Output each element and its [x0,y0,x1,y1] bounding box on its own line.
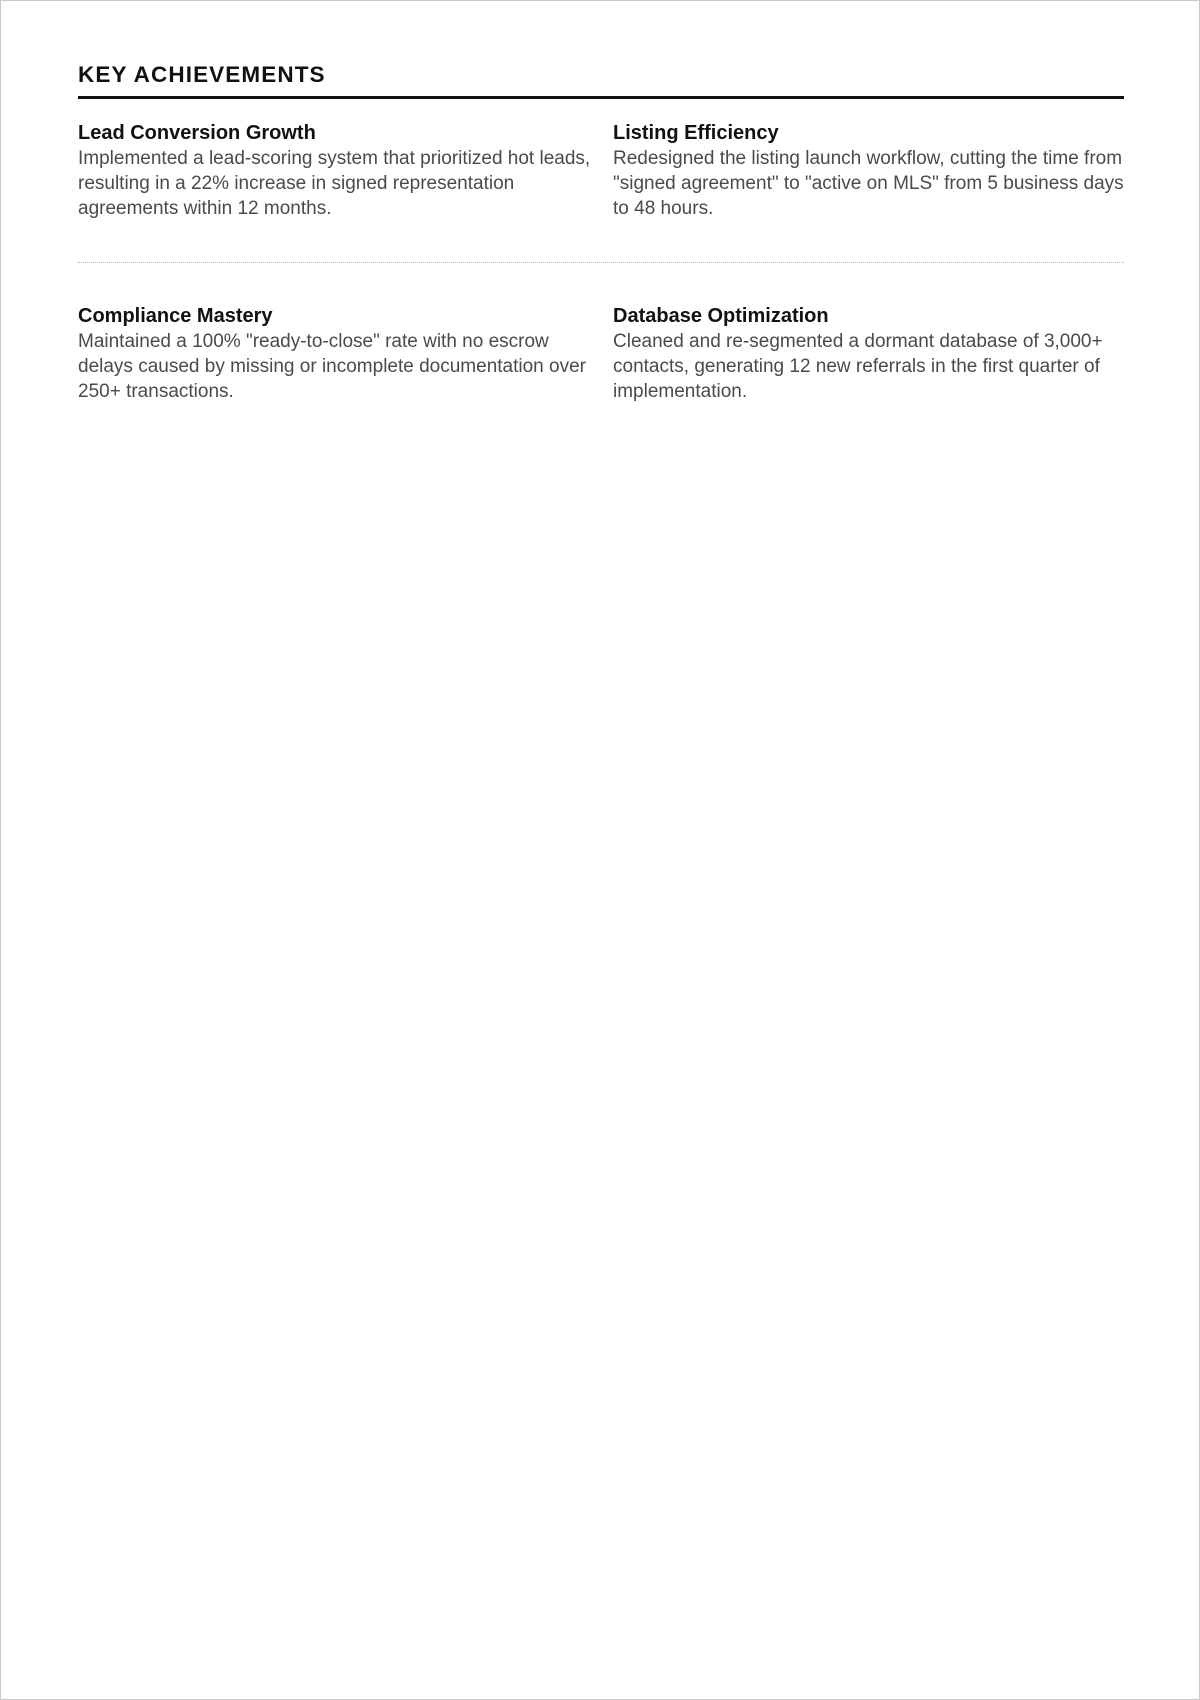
key-achievements-section [78,59,1124,404]
achievement-title: Listing Efficiency [613,121,779,144]
achievement-title: Database Optimization [613,304,829,327]
achievements-row [78,304,1124,404]
achievement-item-listing-efficiency [613,121,1124,221]
achievement-description: Maintained a 100% "ready-to-close" rate with no escrow delays caused by missing or incomplete documentation over 250+ transactions. [78,330,586,402]
section-title: KEY ACHIEVEMENTS [78,62,326,87]
dotted-divider [78,262,1124,263]
achievement-item-lead-conversion-growth [78,121,613,221]
achievement-title: Lead Conversion Growth [78,121,316,144]
achievement-item-database-optimization [613,304,1124,404]
achievement-description: Implemented a lead-scoring system that prioritized hot leads, resulting in a 22% increase in signed representation agreements within 12 months. [78,147,591,219]
achievement-description: Redesigned the listing launch workflow, cutting the time from "signed agreement" to "active on MLS" from 5 business days to 48 hours. [613,147,1124,219]
achievement-description: Cleaned and re-segmented a dormant database of 3,000+ contacts, generating 12 new referrals in the first quarter of implementation. [613,330,1103,402]
section-title-rule [78,96,1124,99]
achievements-row [78,121,1124,221]
achievement-title: Compliance Mastery [78,304,273,327]
achievement-item-compliance-mastery [78,304,613,404]
